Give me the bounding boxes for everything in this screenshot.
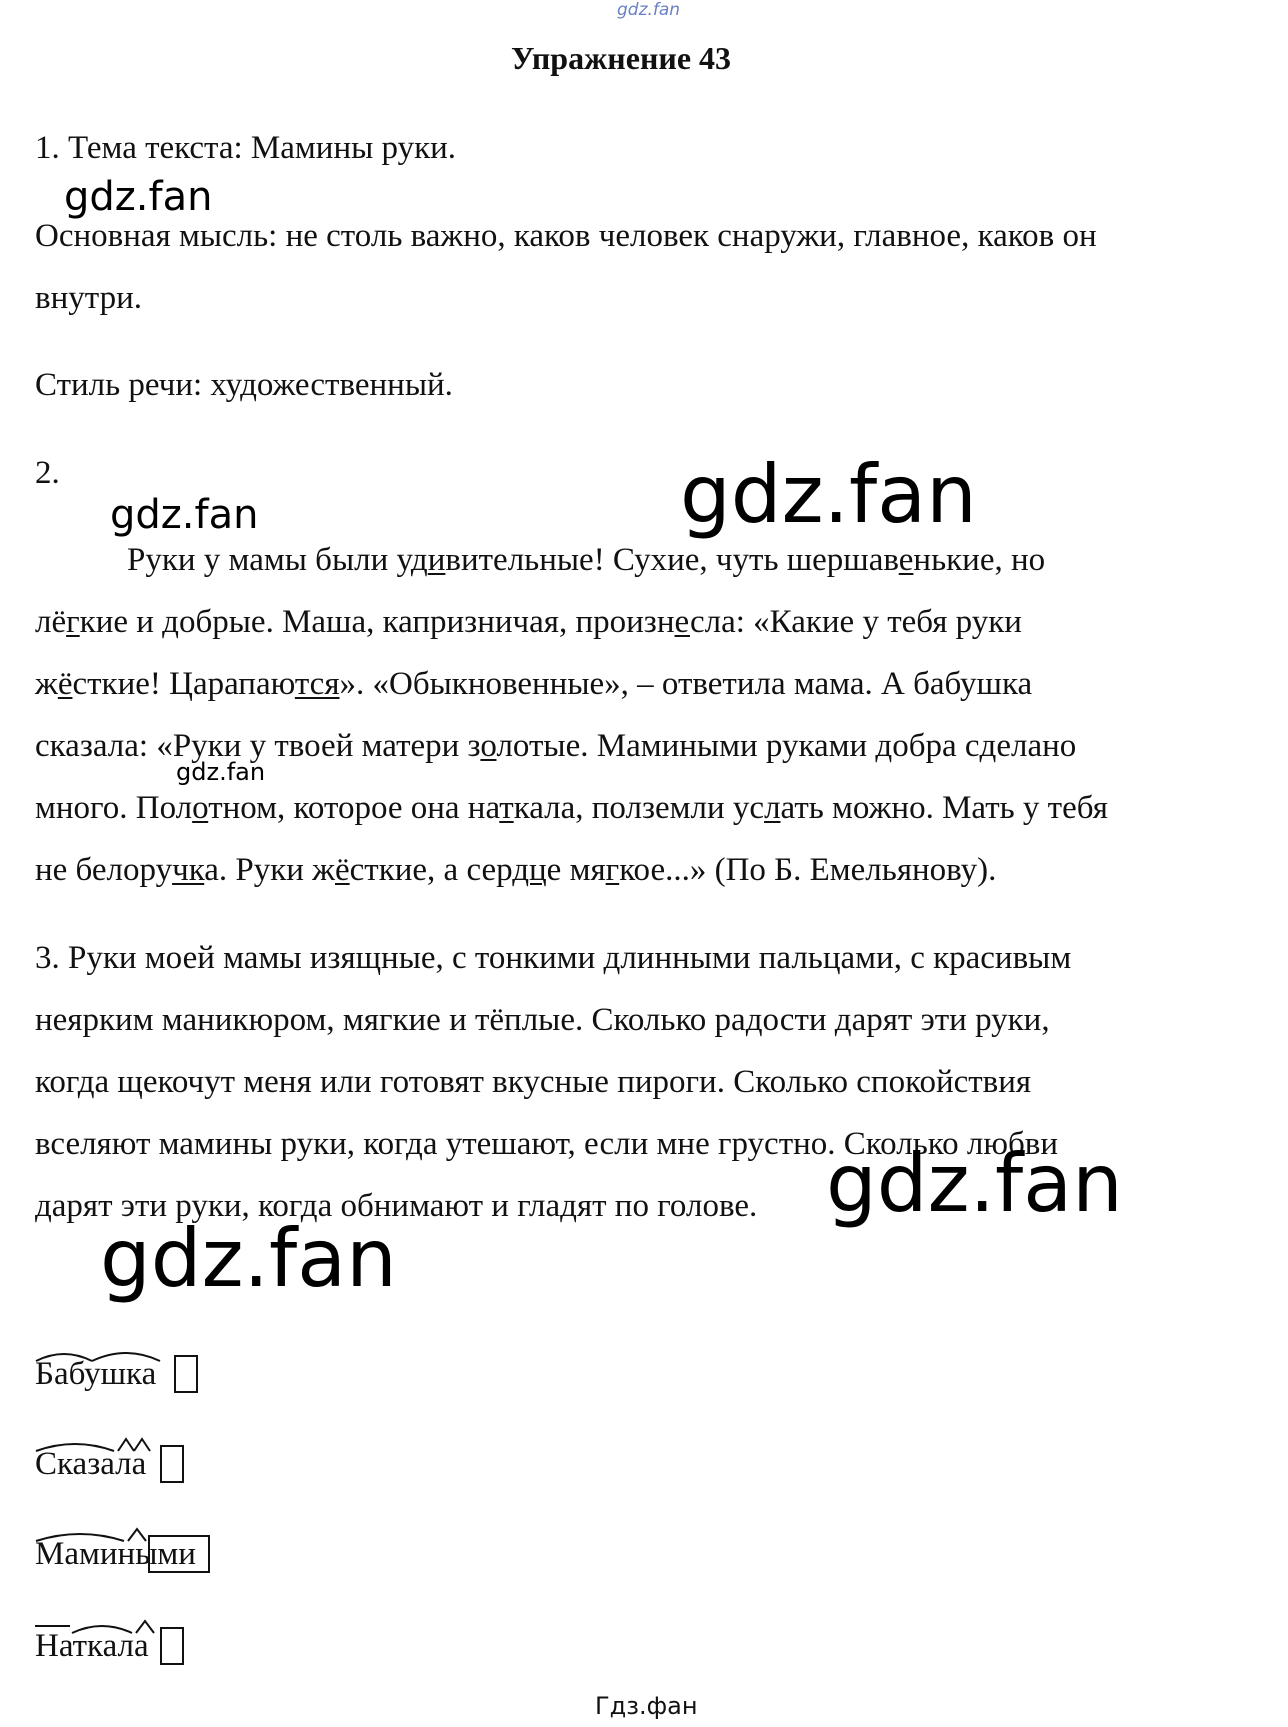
text-line-3	[35, 666, 1032, 703]
text-fragment: сткие, а сер	[349, 852, 513, 888]
morpheme-word-4	[30, 1612, 230, 1672]
ending-box	[161, 1628, 183, 1664]
exercise-title: Упражнение 43	[511, 40, 732, 76]
underlined-letter: тся	[294, 666, 340, 702]
text-fragment: кала, полземли ус	[513, 790, 765, 826]
text-line-1	[127, 542, 1045, 579]
essay-line-1: 3. Руки моей мамы изящные, с тонкими длинными пальцами, с красивым	[35, 940, 1072, 976]
text-fragment: кие и добрые. Маша, капризничая, произн	[79, 604, 675, 640]
morpheme-word-1	[30, 1340, 230, 1400]
text-fragment: нькие, но	[913, 542, 1046, 578]
text-fragment: лё	[35, 604, 67, 640]
text-fragment: ать можно. Мать у тебя	[780, 790, 1108, 826]
underlined-letter: дц	[512, 852, 547, 888]
underlined-letter: о	[480, 728, 497, 764]
footer-watermark: Гдз.фан	[595, 1692, 698, 1720]
text-fragment: ». «Обыкновенные», – ответила мама. А бабушка	[339, 666, 1033, 702]
text-fragment: кое...» (По Б. Емельянову).	[619, 852, 997, 888]
underlined-letter: е	[898, 542, 914, 578]
text-fragment: вительные! Сухие, чуть шершав	[445, 542, 899, 578]
ending-box	[175, 1356, 197, 1392]
underlined-letter: ё	[57, 666, 73, 702]
main-idea-line-2: внутри.	[35, 280, 142, 316]
text-fragment: сла: «Какие у тебя руки	[689, 604, 1022, 640]
ending-box	[161, 1446, 183, 1482]
underlined-letter: л	[764, 790, 781, 826]
underlined-letter: е	[674, 604, 690, 640]
text-line-5	[35, 790, 1108, 827]
text-fragment: тном, которое она на	[208, 790, 500, 826]
underlined-letter: и	[427, 542, 446, 578]
essay-line-2: неярким маникюром, мягкие и тёплые. Сколько радости дарят эти руки,	[35, 1002, 1050, 1038]
essay-line-3: когда щекочут меня или готовят вкусные пироги. Сколько спокойствия	[35, 1064, 1032, 1100]
word-text: Наткала	[35, 1628, 149, 1664]
text-fragment: Руки у мамы были уд	[127, 542, 428, 578]
section-2-number: 2.	[35, 455, 60, 491]
watermark-text: gdz.fan	[64, 174, 213, 220]
text-fragment: а. Руки ж	[204, 852, 335, 888]
main-idea-line-1: Основная мысль: не столь важно, каков человек снаружи, главное, каков он	[35, 218, 1097, 254]
underlined-letter: ё	[334, 852, 350, 888]
underlined-letter: т	[499, 790, 514, 826]
speech-style-line: Стиль речи: художественный.	[35, 367, 453, 403]
text-fragment: много. Пол	[35, 790, 193, 826]
watermark-text: gdz.fan	[680, 448, 977, 541]
essay-line-5: дарят эти руки, когда обнимают и гладят по голове.	[35, 1188, 758, 1224]
morpheme-word-2	[30, 1430, 230, 1490]
word-text: Бабушка	[35, 1356, 157, 1392]
text-fragment: лотые. Мамиными руками добра сделано	[496, 728, 1077, 764]
text-fragment: сткие! Царапаю	[72, 666, 295, 702]
text-fragment: е мя	[546, 852, 606, 888]
text-fragment: не белору	[35, 852, 173, 888]
text-line-2	[35, 604, 1022, 641]
text-line-6	[35, 852, 996, 889]
word-text: Мамиными	[35, 1536, 196, 1572]
watermark-text: gdz.fan	[100, 1212, 397, 1305]
watermark-text: gdz.fan	[176, 758, 266, 786]
watermark-top: gdz.fan	[617, 0, 681, 20]
word-text: Сказала	[35, 1446, 147, 1482]
underlined-letter: г	[605, 852, 620, 888]
text-fragment: ж	[35, 666, 58, 702]
morpheme-word-3	[30, 1520, 250, 1580]
watermark-text: gdz.fan	[110, 492, 259, 538]
underlined-letter: чк	[172, 852, 205, 888]
watermark-text: gdz.fan	[826, 1137, 1123, 1230]
topic-line: 1. Тема текста: Мамины руки.	[35, 130, 457, 166]
text-fragment: сказала: «Руки у твоей матери з	[35, 728, 481, 764]
essay-line-4: вселяют мамины руки, когда утешают, если мне грустно. Сколько любви	[35, 1126, 1058, 1162]
underlined-letter: г	[66, 604, 80, 640]
underlined-letter: о	[192, 790, 209, 826]
